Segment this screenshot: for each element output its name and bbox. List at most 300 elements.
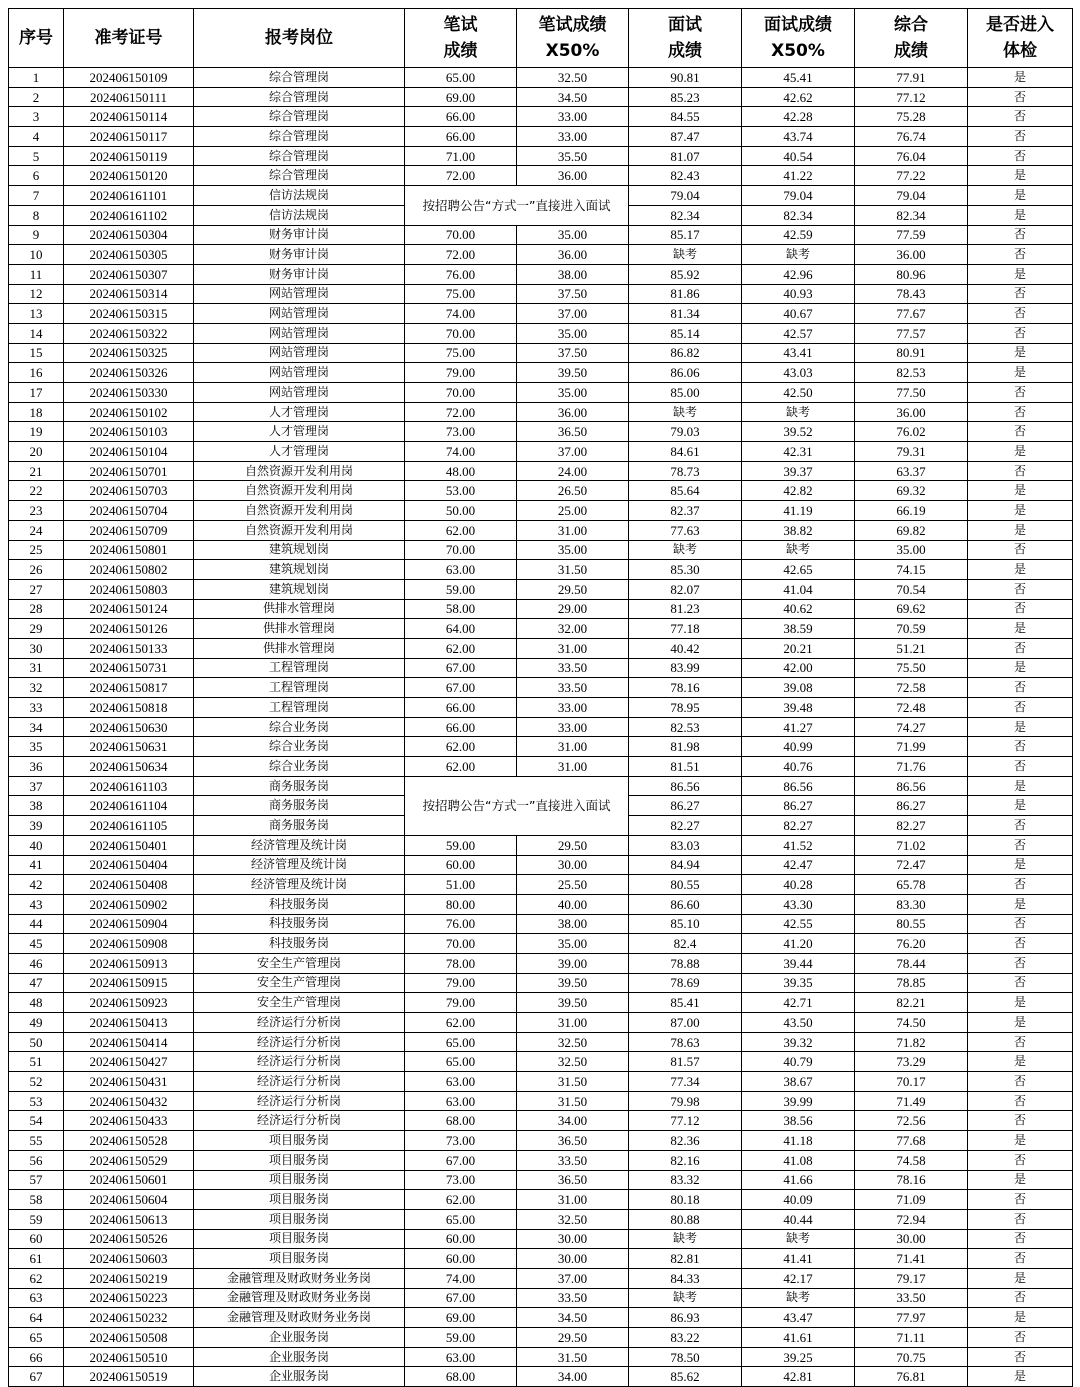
cell-written-weighted: 37.00: [517, 1268, 629, 1288]
cell-position: 综合业务岗: [194, 757, 405, 777]
table-row: [9, 1249, 1073, 1269]
cell-exam-id: 202406150119: [64, 146, 194, 166]
cell-interview-weighted: 42.17: [742, 1268, 855, 1288]
cell-total-score: 74.15: [855, 560, 968, 580]
cell-total-score: 80.96: [855, 264, 968, 284]
table-row: [9, 1209, 1073, 1229]
cell-written-score: 69.00: [405, 87, 517, 107]
cell-written-weighted: 35.00: [517, 540, 629, 560]
cell-position: 安全生产管理岗: [194, 993, 405, 1013]
cell-written-score: 76.00: [405, 914, 517, 934]
cell-written-score: 68.00: [405, 1111, 517, 1131]
table-row: [9, 914, 1073, 934]
cell-interview-weighted: 40.67: [742, 304, 855, 324]
cell-seq: 8: [9, 205, 64, 225]
cell-written-weighted: 36.50: [517, 422, 629, 442]
cell-written-score: 79.00: [405, 363, 517, 383]
cell-total-score: 78.43: [855, 284, 968, 304]
cell-interview-score: 81.34: [629, 304, 742, 324]
cell-exam-id: 202406150603: [64, 1249, 194, 1269]
cell-exam-id: 202406150330: [64, 383, 194, 403]
cell-medical-check: 是: [968, 481, 1073, 501]
cell-medical-check: 是: [968, 501, 1073, 521]
cell-written-weighted: 29.50: [517, 1328, 629, 1348]
cell-exam-id: 202406150111: [64, 87, 194, 107]
cell-written-weighted: 34.00: [517, 1111, 629, 1131]
cell-seq: 34: [9, 717, 64, 737]
table-row: [9, 1032, 1073, 1052]
cell-medical-check: 否: [968, 875, 1073, 895]
cell-medical-check: 否: [968, 678, 1073, 698]
cell-medical-check: 是: [968, 658, 1073, 678]
cell-exam-id: 202406150528: [64, 1131, 194, 1151]
cell-seq: 52: [9, 1072, 64, 1092]
cell-interview-weighted: 39.08: [742, 678, 855, 698]
cell-interview-weighted: 41.66: [742, 1170, 855, 1190]
cell-seq: 53: [9, 1091, 64, 1111]
cell-total-score: 73.29: [855, 1052, 968, 1072]
cell-exam-id: 202406150529: [64, 1150, 194, 1170]
cell-written-score: 64.00: [405, 619, 517, 639]
cell-written-score: 79.00: [405, 973, 517, 993]
cell-medical-check: 是: [968, 855, 1073, 875]
cell-interview-score: 84.94: [629, 855, 742, 875]
cell-total-score: 77.91: [855, 68, 968, 88]
cell-exam-id: 202406150902: [64, 894, 194, 914]
cell-exam-id: 202406150904: [64, 914, 194, 934]
cell-interview-weighted: 42.62: [742, 87, 855, 107]
cell-seq: 17: [9, 383, 64, 403]
cell-written-score: 70.00: [405, 225, 517, 245]
cell-position: 自然资源开发利用岗: [194, 520, 405, 540]
header-row: [9, 9, 1073, 68]
cell-medical-check: 否: [968, 953, 1073, 973]
cell-position: 网站管理岗: [194, 343, 405, 363]
cell-medical-check: 否: [968, 284, 1073, 304]
cell-written-score: 65.00: [405, 1209, 517, 1229]
cell-exam-id: 202406150601: [64, 1170, 194, 1190]
table-row: [9, 501, 1073, 521]
cell-position: 科技服务岗: [194, 914, 405, 934]
cell-interview-score: 85.23: [629, 87, 742, 107]
cell-interview-weighted: 42.00: [742, 658, 855, 678]
cell-interview-weighted: 38.59: [742, 619, 855, 639]
cell-interview-weighted: 82.27: [742, 816, 855, 836]
table-row: [9, 1052, 1073, 1072]
cell-exam-id: 202406150315: [64, 304, 194, 324]
cell-exam-id: 202406150219: [64, 1268, 194, 1288]
cell-interview-score: 84.61: [629, 442, 742, 462]
cell-medical-check: 是: [968, 363, 1073, 383]
cell-written-weighted: 31.00: [517, 1013, 629, 1033]
cell-medical-check: 否: [968, 1347, 1073, 1367]
cell-written-weighted: 35.50: [517, 146, 629, 166]
table-row: [9, 146, 1073, 166]
cell-total-score: 77.68: [855, 1131, 968, 1151]
cell-written-weighted: 26.50: [517, 481, 629, 501]
cell-medical-check: 否: [968, 1091, 1073, 1111]
cell-interview-score: 83.03: [629, 835, 742, 855]
cell-medical-check: 是: [968, 1367, 1073, 1387]
cell-interview-weighted: 39.52: [742, 422, 855, 442]
cell-interview-weighted: 40.99: [742, 737, 855, 757]
cell-total-score: 82.34: [855, 205, 968, 225]
cell-position: 综合管理岗: [194, 146, 405, 166]
table-row: [9, 835, 1073, 855]
table-row: [9, 1131, 1073, 1151]
cell-medical-check: 是: [968, 1170, 1073, 1190]
cell-position: 供排水管理岗: [194, 599, 405, 619]
cell-written-score: 62.00: [405, 1013, 517, 1033]
cell-interview-weighted: 79.04: [742, 186, 855, 206]
header-medical-check: 是否进入 体检: [968, 9, 1073, 68]
cell-written-score: 62.00: [405, 757, 517, 777]
cell-seq: 29: [9, 619, 64, 639]
cell-position: 项目服务岗: [194, 1249, 405, 1269]
cell-seq: 36: [9, 757, 64, 777]
cell-seq: 43: [9, 894, 64, 914]
cell-total-score: 76.20: [855, 934, 968, 954]
cell-exam-id: 202406150818: [64, 698, 194, 718]
table-row: [9, 757, 1073, 777]
cell-seq: 39: [9, 816, 64, 836]
table-row: [9, 1347, 1073, 1367]
cell-written-score: 67.00: [405, 1150, 517, 1170]
cell-seq: 48: [9, 993, 64, 1013]
cell-position: 金融管理及财政财务业务岗: [194, 1308, 405, 1328]
cell-exam-id: 202406161102: [64, 205, 194, 225]
cell-total-score: 71.09: [855, 1190, 968, 1210]
cell-interview-score: 90.81: [629, 68, 742, 88]
cell-interview-score: 85.62: [629, 1367, 742, 1387]
cell-interview-weighted: 41.27: [742, 717, 855, 737]
cell-interview-weighted: 42.47: [742, 855, 855, 875]
cell-written-score: 67.00: [405, 658, 517, 678]
cell-total-score: 72.47: [855, 855, 968, 875]
cell-total-score: 72.56: [855, 1111, 968, 1131]
cell-medical-check: 否: [968, 1229, 1073, 1249]
cell-seq: 67: [9, 1367, 64, 1387]
cell-written-weighted: 36.50: [517, 1131, 629, 1151]
header-interview-weighted: 面试成绩 X50%: [742, 9, 855, 68]
cell-interview-weighted: 39.44: [742, 953, 855, 973]
cell-medical-check: 否: [968, 245, 1073, 265]
cell-interview-score: 84.33: [629, 1268, 742, 1288]
cell-written-weighted: 37.00: [517, 304, 629, 324]
cell-position: 经济管理及统计岗: [194, 875, 405, 895]
cell-written-weighted: 32.50: [517, 1052, 629, 1072]
cell-written-weighted: 36.00: [517, 166, 629, 186]
cell-seq: 30: [9, 638, 64, 658]
direct-interview-note: 按招聘公告“方式一”直接进入面试: [405, 186, 629, 225]
cell-interview-score: 85.14: [629, 323, 742, 343]
cell-written-score: 63.00: [405, 1091, 517, 1111]
cell-exam-id: 202406150307: [64, 264, 194, 284]
table-row: [9, 442, 1073, 462]
cell-total-score: 71.02: [855, 835, 968, 855]
cell-interview-weighted: 40.93: [742, 284, 855, 304]
cell-written-weighted: 36.50: [517, 1170, 629, 1190]
cell-total-score: 71.76: [855, 757, 968, 777]
cell-interview-score: 82.36: [629, 1131, 742, 1151]
cell-written-score: 62.00: [405, 520, 517, 540]
cell-exam-id: 202406150801: [64, 540, 194, 560]
cell-position: 项目服务岗: [194, 1131, 405, 1151]
table-row: [9, 638, 1073, 658]
cell-written-score: 70.00: [405, 323, 517, 343]
cell-medical-check: 否: [968, 973, 1073, 993]
cell-position: 商务服务岗: [194, 796, 405, 816]
cell-interview-weighted: 41.20: [742, 934, 855, 954]
cell-seq: 45: [9, 934, 64, 954]
cell-total-score: 80.55: [855, 914, 968, 934]
cell-written-score: 74.00: [405, 304, 517, 324]
cell-position: 建筑规划岗: [194, 560, 405, 580]
cell-seq: 13: [9, 304, 64, 324]
cell-written-score: 53.00: [405, 481, 517, 501]
header-interview-score: 面试 成绩: [629, 9, 742, 68]
cell-interview-weighted: 42.28: [742, 107, 855, 127]
table-row: [9, 698, 1073, 718]
cell-position: 经济运行分析岗: [194, 1072, 405, 1092]
cell-written-score: 75.00: [405, 284, 517, 304]
cell-written-weighted: 34.00: [517, 1367, 629, 1387]
table-row: [9, 1268, 1073, 1288]
cell-written-weighted: 29.00: [517, 599, 629, 619]
cell-medical-check: 否: [968, 461, 1073, 481]
cell-medical-check: 否: [968, 934, 1073, 954]
table-body: [9, 68, 1073, 1387]
cell-medical-check: 是: [968, 796, 1073, 816]
cell-medical-check: 否: [968, 737, 1073, 757]
cell-total-score: 79.17: [855, 1268, 968, 1288]
cell-seq: 42: [9, 875, 64, 895]
cell-written-weighted: 37.50: [517, 343, 629, 363]
cell-seq: 44: [9, 914, 64, 934]
cell-written-score: 70.00: [405, 383, 517, 403]
cell-interview-score: 81.51: [629, 757, 742, 777]
cell-seq: 54: [9, 1111, 64, 1131]
cell-seq: 24: [9, 520, 64, 540]
cell-written-weighted: 39.00: [517, 953, 629, 973]
cell-interview-weighted: 42.71: [742, 993, 855, 1013]
cell-written-score: 72.00: [405, 245, 517, 265]
cell-interview-score: 82.53: [629, 717, 742, 737]
cell-written-score: 73.00: [405, 422, 517, 442]
cell-written-score: 59.00: [405, 1328, 517, 1348]
cell-exam-id: 202406150102: [64, 402, 194, 422]
cell-position: 财务审计岗: [194, 264, 405, 284]
cell-exam-id: 202406161103: [64, 776, 194, 796]
cell-total-score: 77.12: [855, 87, 968, 107]
cell-interview-score: 82.37: [629, 501, 742, 521]
cell-written-weighted: 29.50: [517, 579, 629, 599]
cell-written-score: 73.00: [405, 1170, 517, 1190]
table-row: [9, 1091, 1073, 1111]
cell-position: 财务审计岗: [194, 225, 405, 245]
cell-seq: 27: [9, 579, 64, 599]
cell-interview-weighted: 41.22: [742, 166, 855, 186]
cell-written-score: 70.00: [405, 540, 517, 560]
table-row: [9, 402, 1073, 422]
cell-exam-id: 202406150704: [64, 501, 194, 521]
cell-exam-id: 202406150802: [64, 560, 194, 580]
cell-total-score: 75.28: [855, 107, 968, 127]
cell-position: 自然资源开发利用岗: [194, 461, 405, 481]
cell-interview-weighted: 39.32: [742, 1032, 855, 1052]
cell-written-score: 62.00: [405, 737, 517, 757]
cell-position: 经济运行分析岗: [194, 1111, 405, 1131]
cell-medical-check: 否: [968, 225, 1073, 245]
table-row: [9, 383, 1073, 403]
cell-written-score: 74.00: [405, 1268, 517, 1288]
cell-interview-score: 80.18: [629, 1190, 742, 1210]
cell-exam-id: 202406150109: [64, 68, 194, 88]
cell-exam-id: 202406161105: [64, 816, 194, 836]
cell-seq: 33: [9, 698, 64, 718]
cell-interview-score: 81.23: [629, 599, 742, 619]
cell-seq: 58: [9, 1190, 64, 1210]
cell-exam-id: 202406150404: [64, 855, 194, 875]
cell-position: 工程管理岗: [194, 698, 405, 718]
cell-exam-id: 202406150817: [64, 678, 194, 698]
cell-total-score: 36.00: [855, 245, 968, 265]
cell-interview-score: 78.73: [629, 461, 742, 481]
cell-seq: 56: [9, 1150, 64, 1170]
table-row: [9, 1308, 1073, 1328]
cell-written-weighted: 35.00: [517, 225, 629, 245]
cell-total-score: 77.50: [855, 383, 968, 403]
cell-interview-score: 82.81: [629, 1249, 742, 1269]
cell-written-score: 78.00: [405, 953, 517, 973]
cell-interview-weighted: 42.57: [742, 323, 855, 343]
cell-written-weighted: 31.50: [517, 1072, 629, 1092]
cell-medical-check: 是: [968, 186, 1073, 206]
cell-seq: 59: [9, 1209, 64, 1229]
cell-total-score: 70.17: [855, 1072, 968, 1092]
cell-total-score: 77.57: [855, 323, 968, 343]
cell-exam-id: 202406150604: [64, 1190, 194, 1210]
table-row: [9, 304, 1073, 324]
table-row: [9, 1072, 1073, 1092]
cell-written-weighted: 30.00: [517, 1249, 629, 1269]
cell-seq: 62: [9, 1268, 64, 1288]
cell-exam-id: 202406150133: [64, 638, 194, 658]
cell-written-score: 68.00: [405, 1367, 517, 1387]
cell-position: 综合管理岗: [194, 68, 405, 88]
cell-written-weighted: 39.50: [517, 993, 629, 1013]
table-row: [9, 855, 1073, 875]
cell-medical-check: 是: [968, 264, 1073, 284]
cell-interview-score: 86.56: [629, 776, 742, 796]
cell-written-weighted: 33.00: [517, 127, 629, 147]
cell-exam-id: 202406150510: [64, 1347, 194, 1367]
cell-medical-check: 否: [968, 1150, 1073, 1170]
cell-position: 经济运行分析岗: [194, 1013, 405, 1033]
cell-written-weighted: 33.00: [517, 717, 629, 737]
cell-written-score: 66.00: [405, 698, 517, 718]
cell-interview-weighted: 41.08: [742, 1150, 855, 1170]
cell-exam-id: 202406150126: [64, 619, 194, 639]
cell-written-score: 72.00: [405, 402, 517, 422]
cell-written-weighted: 39.50: [517, 973, 629, 993]
table-row: [9, 422, 1073, 442]
cell-seq: 25: [9, 540, 64, 560]
cell-exam-id: 202406150634: [64, 757, 194, 777]
cell-written-weighted: 32.50: [517, 68, 629, 88]
cell-medical-check: 是: [968, 1131, 1073, 1151]
cell-interview-weighted: 43.47: [742, 1308, 855, 1328]
cell-total-score: 65.78: [855, 875, 968, 895]
cell-interview-score: 81.07: [629, 146, 742, 166]
cell-interview-score: 79.98: [629, 1091, 742, 1111]
cell-position: 项目服务岗: [194, 1150, 405, 1170]
cell-interview-score: 85.00: [629, 383, 742, 403]
cell-medical-check: 是: [968, 520, 1073, 540]
cell-interview-weighted: 41.19: [742, 501, 855, 521]
cell-exam-id: 202406150114: [64, 107, 194, 127]
cell-total-score: 78.16: [855, 1170, 968, 1190]
cell-seq: 46: [9, 953, 64, 973]
cell-position: 自然资源开发利用岗: [194, 501, 405, 521]
cell-total-score: 76.81: [855, 1367, 968, 1387]
cell-position: 综合业务岗: [194, 717, 405, 737]
cell-written-weighted: 33.50: [517, 1288, 629, 1308]
cell-exam-id: 202406150117: [64, 127, 194, 147]
cell-written-weighted: 37.50: [517, 284, 629, 304]
cell-interview-weighted: 38.67: [742, 1072, 855, 1092]
cell-medical-check: 是: [968, 894, 1073, 914]
cell-interview-weighted: 39.37: [742, 461, 855, 481]
table-row: [9, 166, 1073, 186]
cell-position: 网站管理岗: [194, 284, 405, 304]
table-row: [9, 599, 1073, 619]
cell-seq: 19: [9, 422, 64, 442]
table-row: [9, 284, 1073, 304]
table-row: [9, 717, 1073, 737]
table-row: [9, 776, 1073, 796]
cell-exam-id: 202406150526: [64, 1229, 194, 1249]
cell-seq: 35: [9, 737, 64, 757]
cell-seq: 11: [9, 264, 64, 284]
cell-medical-check: 否: [968, 1032, 1073, 1052]
cell-interview-weighted: 40.62: [742, 599, 855, 619]
cell-interview-score: 78.50: [629, 1347, 742, 1367]
cell-exam-id: 202406150630: [64, 717, 194, 737]
cell-position: 经济运行分析岗: [194, 1032, 405, 1052]
cell-medical-check: 否: [968, 835, 1073, 855]
cell-exam-id: 202406150120: [64, 166, 194, 186]
cell-total-score: 63.37: [855, 461, 968, 481]
cell-total-score: 66.19: [855, 501, 968, 521]
table-row: [9, 363, 1073, 383]
cell-seq: 12: [9, 284, 64, 304]
cell-written-score: 51.00: [405, 875, 517, 895]
cell-medical-check: 是: [968, 560, 1073, 580]
cell-total-score: 72.58: [855, 678, 968, 698]
cell-written-weighted: 31.50: [517, 560, 629, 580]
cell-interview-weighted: 40.09: [742, 1190, 855, 1210]
cell-interview-weighted: 42.50: [742, 383, 855, 403]
cell-written-score: 73.00: [405, 1131, 517, 1151]
cell-total-score: 71.49: [855, 1091, 968, 1111]
cell-written-weighted: 31.50: [517, 1091, 629, 1111]
cell-total-score: 69.32: [855, 481, 968, 501]
cell-interview-weighted: 43.74: [742, 127, 855, 147]
cell-seq: 31: [9, 658, 64, 678]
cell-interview-weighted: 42.31: [742, 442, 855, 462]
header-written-weighted: 笔试成绩 X50%: [517, 9, 629, 68]
